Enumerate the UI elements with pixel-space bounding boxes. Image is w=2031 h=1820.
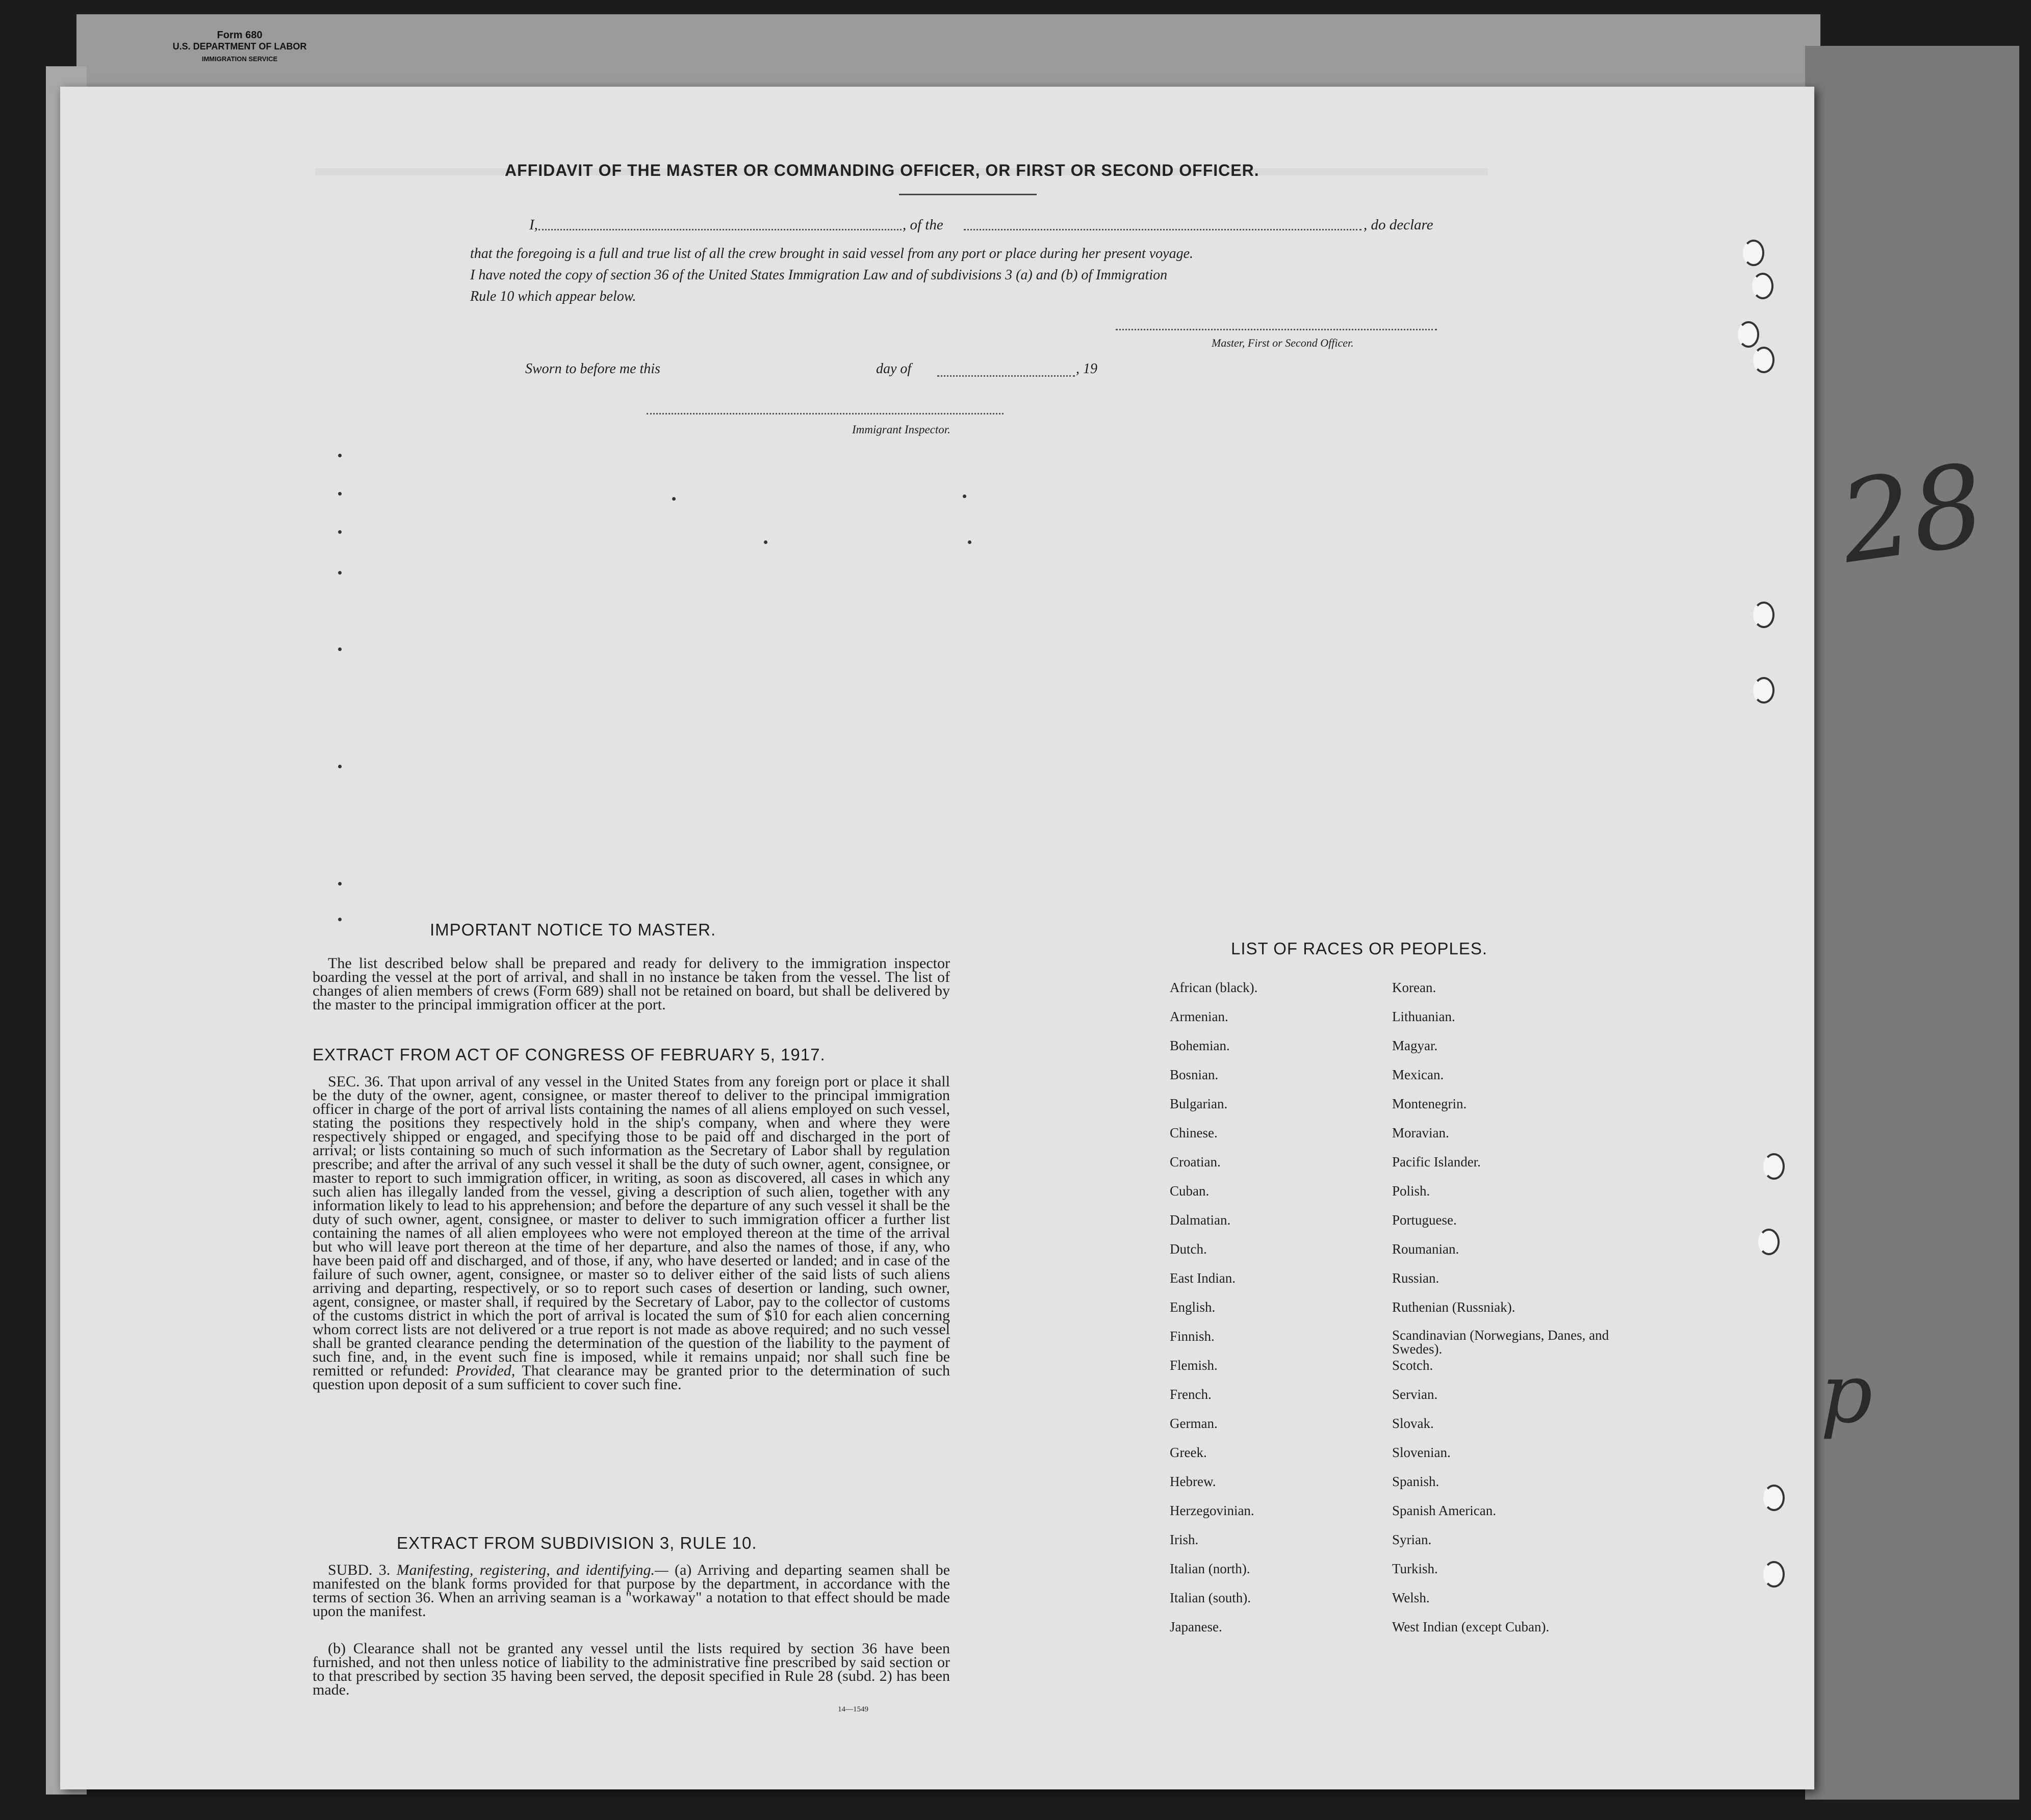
binder-hole-icon (1753, 347, 1775, 373)
row-dot (338, 530, 342, 534)
margin-handwritten-number: 28 (1832, 439, 1992, 589)
race-item: East Indian. (1170, 1270, 1236, 1286)
race-item: Italian (south). (1170, 1590, 1251, 1605)
row-dot (968, 540, 971, 544)
race-item: Finnish. (1170, 1329, 1215, 1344)
subd-heading: Manifesting, registering, and identifying.— (396, 1562, 669, 1578)
sworn-date-field[interactable] (937, 375, 1075, 377)
affidavit-title: AFFIDAVIT OF THE MASTER OR COMMANDING OFFICER, OR FIRST OR SECOND OFFICER. (505, 161, 1259, 179)
master-signature-label: Master, First or Second Officer. (1212, 336, 1354, 349)
race-item: Welsh. (1392, 1590, 1430, 1605)
race-item: Ruthenian (Russniak). (1392, 1299, 1515, 1315)
act-extract-text (313, 1075, 950, 1391)
row-dot (338, 918, 342, 921)
rule-extract-text-b: (b) Clearance shall not be granted any vessel until the lists required by section 36 have been furnished, and not then unless notice of liability to the administrative fine prescribed by said section or to that prescribed by section 35 having been served, the deposit specified in Rule 28 (subd. 2) has been made. (313, 1640, 950, 1698)
sec-text: That upon arrival of any vessel in the United States from any foreign port or place it shall be the duty of the owner, agent, consignee, or master thereof to deliver to the principal immigration officer in charge of the port of arrival lists containing the names of all aliens employed on such vessel, stating the positions they respectively hold in the ship's company, when and where they were respectively shipped or engaged, and specifying those to be paid off and discharged in the port of arrival; or lists containing so much of such information as the Secretary of Labor shall by regulation prescribe; and after the arrival of any such vessel it shall be the duty of such owner, agent, consignee, or master to report to such immigration officer, in writing, as soon as discovered, all cases in which any such alien has illegally landed from the vessel, giving a description of such alien, together with any information likely to lead to his apprehension; and before the departure of any such vessel it shall be the duty of such owner, agent, consignee, or master to deliver to such immigration officer a further list containing the names of all alien employees who were not employed thereon at the time of the arrival but who will leave port thereon at the time of her departure, and also the names of those, if any, who have been paid off and discharged, and of those, if any, who have deserted or landed; and in case of the failure of such owner, agent, consignee, or master so to deliver either of the said lists of such aliens arriving and departing, respectively, or so to report such cases of desertion or landing, such owner, agent, consignee, or master shall, if required by the Secretary of Labor, pay to the collector of customs of the customs district in which the port of arrival is located the sum of $10 for each alien concerning whom correct lists are not delivered or a true report is not made as above required; and no such vessel shall be granted clearance pending the determination of the question of the liability to the payment of such fine, and, in the event such fine is imposed, while it remains unpaid; nor shall such fine be remitted or refunded: (313, 1073, 950, 1379)
form-header (148, 30, 331, 63)
binder-hole-icon (1763, 1485, 1785, 1511)
race-item: French. (1170, 1387, 1212, 1402)
race-item: Dalmatian. (1170, 1212, 1231, 1228)
rule-extract-text-a (313, 1563, 950, 1618)
races-column-2 (1392, 980, 1637, 1648)
notice-text: The list described below shall be prepared and ready for delivery to the immigration inspector boarding the vessel at the port of arrival, and shall in no instance be taken from the vessel. The list of changes of alien members of crews (Form 689) shall not be retained on board, but shall be delivered by the master to the principal immigration officer at the port. (313, 955, 950, 1013)
race-item: Italian (north). (1170, 1561, 1250, 1576)
row-dot (338, 882, 342, 886)
i-label: I, (529, 217, 538, 233)
race-item: Bohemian. (1170, 1038, 1230, 1053)
print-code: 14—1549 (838, 1705, 868, 1713)
do-declare-label: , do declare (1364, 217, 1433, 233)
inspector-signature-field[interactable] (647, 413, 1004, 414)
race-item: Spanish. (1392, 1474, 1439, 1489)
race-item: Greek. (1170, 1445, 1207, 1460)
declarant-name-field[interactable] (538, 229, 902, 230)
race-item: Syrian. (1392, 1532, 1432, 1547)
race-item: African (black). (1170, 980, 1258, 995)
row-dot (963, 495, 966, 498)
sec-text-end: That clearance may be granted prior to the determination of such question upon deposit of a sum sufficient to cover such fine. (313, 1362, 950, 1393)
races-title: LIST OF RACES OR PEOPLES. (1231, 939, 1488, 958)
act-extract-title: EXTRACT FROM ACT OF CONGRESS OF FEBRUARY 5, 1917. (313, 1045, 826, 1064)
race-item: Russian. (1392, 1270, 1439, 1286)
race-item: Croatian. (1170, 1154, 1221, 1169)
sworn-label: Sworn to before me this (525, 361, 660, 377)
race-item: Portuguese. (1392, 1212, 1457, 1228)
vessel-name-field[interactable] (964, 229, 1361, 230)
race-item: Cuban. (1170, 1183, 1210, 1199)
provided-label: Provided, (455, 1362, 516, 1379)
inspector-label: Immigrant Inspector. (852, 423, 950, 436)
race-item: Flemish. (1170, 1358, 1218, 1373)
race-item: Slovenian. (1392, 1445, 1451, 1460)
race-item: Scandinavian (Norwegians, Danes, and Swedes). (1392, 1328, 1609, 1357)
affidavit-page (60, 87, 1814, 1789)
race-item: West Indian (except Cuban). (1392, 1619, 1550, 1634)
rule-extract-title: EXTRACT FROM SUBDIVISION 3, RULE 10. (397, 1533, 757, 1552)
race-item: Lithuanian. (1392, 1009, 1455, 1024)
service-name: IMMIGRATION SERVICE (201, 55, 278, 63)
back-sheet-right (1805, 46, 2019, 1800)
row-dot (338, 765, 342, 768)
race-item: Japanese. (1170, 1619, 1222, 1634)
row-dot (338, 492, 342, 496)
races-column-1 (1170, 980, 1384, 1648)
row-dot (338, 571, 342, 575)
subd-label: SUBD. 3. (328, 1562, 391, 1578)
title-rule (899, 194, 1037, 195)
declaration-line-3: Rule 10 which appear below. (470, 289, 636, 304)
binder-hole-icon (1763, 1153, 1785, 1180)
race-item: Turkish. (1392, 1561, 1438, 1576)
race-item: Polish. (1392, 1183, 1430, 1199)
race-item: Magyar. (1392, 1038, 1438, 1053)
race-item: Spanish American. (1392, 1503, 1496, 1518)
day-of-label: day of (876, 361, 912, 377)
race-item: Korean. (1392, 980, 1436, 995)
race-item: Mexican. (1392, 1067, 1444, 1082)
margin-handwritten-letter: p (1820, 1346, 1873, 1441)
back-sheet-top (76, 14, 1820, 96)
binder-hole-icon (1738, 321, 1759, 348)
declaration-line-2: I have noted the copy of section 36 of the United States Immigration Law and of subdivisions 3 (a) and (b) of Immigration (470, 267, 1168, 283)
race-item: Roumanian. (1392, 1241, 1459, 1257)
race-item: Herzegovinian. (1170, 1503, 1254, 1518)
race-item: German. (1170, 1416, 1218, 1431)
race-item: Pacific Islander. (1392, 1154, 1481, 1169)
of-the-label: , of the (903, 217, 943, 233)
sec-label: SEC. 36. (328, 1073, 384, 1090)
row-dot (338, 454, 342, 457)
binder-hole-icon (1763, 1561, 1785, 1588)
row-dot (338, 647, 342, 651)
year-label: , 19 (1076, 361, 1097, 377)
binder-hole-icon (1753, 677, 1775, 704)
declarant-line (529, 217, 1498, 237)
race-item: Moravian. (1392, 1125, 1449, 1140)
binder-hole-icon (1743, 240, 1764, 266)
race-item: Armenian. (1170, 1009, 1228, 1024)
master-signature-field[interactable] (1116, 329, 1437, 330)
race-item: Irish. (1170, 1532, 1199, 1547)
race-item: Bosnian. (1170, 1067, 1219, 1082)
binder-hole-icon (1752, 273, 1773, 299)
race-item: Chinese. (1170, 1125, 1218, 1140)
race-item: Servian. (1392, 1387, 1438, 1402)
declaration-line-1: that the foregoing is a full and true list of all the crew brought in said vessel from any port or place during her present voyage. (470, 246, 1194, 262)
race-item: Bulgarian. (1170, 1096, 1228, 1111)
row-dot (672, 497, 676, 501)
race-item: Scotch. (1392, 1358, 1433, 1373)
subd-text-a: (a) Arriving and departing seamen shall be manifested on the blank forms provided for that purpose by the department, in accordance with the terms of section 36. When an arriving seaman is a "workaway" a notation to that effect should be made upon the manifest. (313, 1562, 950, 1620)
binder-hole-icon (1758, 1229, 1780, 1255)
form-number: Form 680 (217, 30, 263, 41)
race-item: Slovak. (1392, 1416, 1434, 1431)
race-item: Montenegrin. (1392, 1096, 1467, 1111)
race-item: English. (1170, 1299, 1216, 1315)
race-item: Dutch. (1170, 1241, 1207, 1257)
row-dot (764, 540, 767, 544)
department-name: U.S. DEPARTMENT OF LABOR (172, 41, 307, 51)
notice-title: IMPORTANT NOTICE TO MASTER. (430, 920, 716, 939)
race-item: Hebrew. (1170, 1474, 1216, 1489)
binder-hole-icon (1753, 602, 1775, 628)
